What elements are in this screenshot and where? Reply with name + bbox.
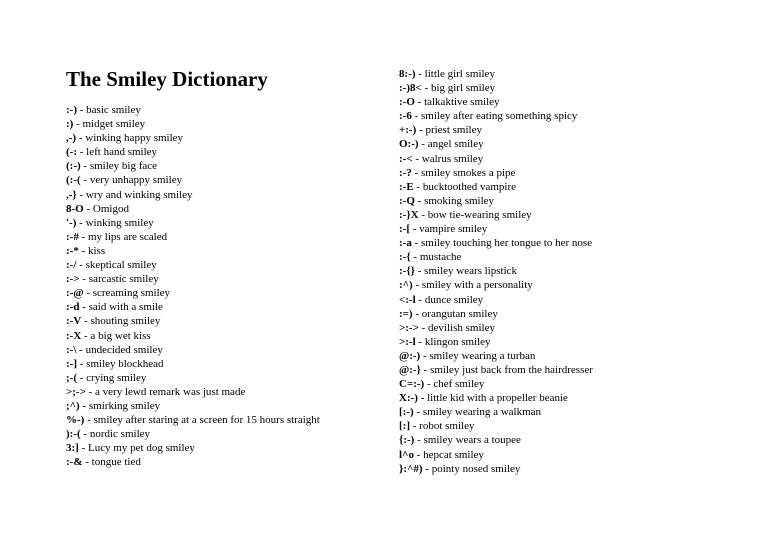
smiley-entry (399, 307, 729, 321)
smiley-entry (399, 335, 729, 349)
smiley-meaning: angel smiley (427, 138, 484, 151)
smiley-meaning: left hand smiley (86, 146, 158, 159)
smiley-entry (66, 314, 386, 328)
smiley-code: :-{ (399, 251, 411, 264)
smiley-meaning: screaming smiley (92, 287, 171, 300)
entry-separator: - (420, 363, 431, 376)
smiley-entry (66, 202, 386, 216)
entry-separator: - (79, 399, 89, 412)
smiley-entry (399, 180, 729, 194)
smiley-entry (66, 173, 386, 187)
smiley-meaning: winking happy smiley (85, 132, 184, 145)
smiley-meaning: said with a smile (88, 301, 163, 314)
entry-separator: - (76, 216, 86, 229)
smiley-code: ):-( (66, 428, 81, 441)
entry-separator: - (420, 349, 430, 362)
smiley-meaning: wry and winking smiley (85, 188, 193, 201)
smiley-meaning: very unhappy smiley (89, 174, 183, 187)
entry-separator: - (418, 208, 428, 221)
entry-separator: - (411, 166, 421, 179)
entry-separator: - (81, 329, 91, 342)
smiley-entry (66, 244, 386, 258)
smiley-meaning: bow tie-wearing smiley (427, 208, 532, 221)
smiley-meaning: midget smiley (82, 118, 146, 131)
smiley-code: :-? (399, 166, 412, 179)
smiley-code: >:-> (399, 321, 419, 334)
smiley-code: }:^#) (399, 462, 423, 475)
smiley-meaning: sarcastic smiley (88, 273, 159, 286)
smiley-entry (399, 194, 729, 208)
smiley-entry (399, 448, 729, 462)
smiley-code: :-& (66, 456, 83, 469)
entry-separator: - (76, 343, 86, 356)
smiley-entry (66, 399, 386, 413)
smiley-meaning: mustache (419, 251, 462, 264)
smiley-entry (66, 286, 386, 300)
smiley-meaning: vampire smiley (419, 223, 488, 236)
smiley-entry (399, 278, 729, 292)
smiley-entry (66, 441, 386, 455)
smiley-code: l^o (399, 448, 414, 461)
smiley-code: :-)8< (399, 82, 422, 95)
smiley-code: :-a (399, 237, 412, 250)
smiley-code: :-< (399, 152, 413, 165)
entry-separator: - (80, 428, 90, 441)
smiley-code: X:-) (399, 392, 418, 405)
smiley-entry (399, 391, 729, 405)
smiley-code: {:-) (399, 434, 415, 447)
smiley-entry (399, 264, 729, 278)
smiley-entry (399, 250, 729, 264)
smiley-meaning: talkaktive smiley (424, 96, 500, 109)
smiley-meaning: kiss (88, 244, 106, 257)
smiley-code: +:-) (399, 124, 417, 137)
smiley-meaning: chef smiley (433, 378, 485, 391)
smiley-code: :-\ (66, 343, 77, 356)
smiley-entry (399, 462, 729, 476)
entry-separator: - (78, 230, 88, 243)
smiley-code: 3:] (66, 442, 79, 455)
entry-separator: - (81, 315, 91, 328)
smiley-code: ,-} (66, 188, 77, 201)
entry-separator: - (78, 442, 88, 455)
smiley-entry (66, 117, 386, 131)
smiley-entry (399, 67, 729, 81)
smiley-entry (399, 166, 729, 180)
entry-separator: - (415, 335, 425, 348)
smiley-entry (399, 405, 729, 419)
smiley-meaning: shouting smiley (90, 315, 161, 328)
smiley-code: 8-O (66, 202, 84, 215)
smiley-code: @:-) (399, 349, 421, 362)
smiley-entry (66, 159, 386, 173)
smiley-entry (66, 343, 386, 357)
smiley-meaning: smiley smokes a pipe (421, 166, 516, 179)
smiley-entry (66, 427, 386, 441)
entry-separator: - (414, 96, 425, 109)
smiley-entry (66, 103, 386, 117)
smiley-code: :-V (66, 315, 82, 328)
smiley-code: :) (66, 118, 74, 131)
smiley-code: :^) (399, 279, 413, 292)
smiley-meaning: dunce smiley (424, 293, 484, 306)
smiley-entry (66, 131, 386, 145)
smiley-meaning: smiley wearing a walkman (422, 406, 542, 419)
smiley-code: (:-( (66, 174, 81, 187)
smiley-code: :-6 (399, 110, 412, 123)
smiley-meaning: big girl smiley (430, 82, 496, 95)
smiley-code: :-E (399, 180, 414, 193)
smiley-entry (399, 123, 729, 137)
smiley-code: :-> (66, 273, 80, 286)
smiley-code: :-/ (66, 259, 77, 272)
entry-separator: - (83, 202, 93, 215)
smiley-entry (66, 371, 386, 385)
entry-separator: - (413, 448, 424, 461)
entry-separator: - (422, 462, 432, 475)
smiley-meaning: walrus smiley (421, 152, 484, 165)
entry-separator: - (415, 68, 425, 80)
smiley-meaning: robot smiley (419, 420, 475, 433)
entry-separator: - (77, 104, 87, 116)
entry-separator: - (418, 321, 429, 334)
smiley-entry (66, 230, 386, 244)
entry-separator: - (412, 279, 422, 292)
smiley-code: :-* (66, 244, 79, 257)
smiley-meaning: smiley wearing a turban (429, 349, 536, 362)
smiley-entry (66, 272, 386, 286)
smiley-entry (399, 419, 729, 433)
smiley-entry (399, 293, 729, 307)
entry-separator: - (85, 385, 96, 398)
smiley-meaning: little girl smiley (424, 68, 495, 80)
entry-separator: - (418, 138, 428, 151)
smiley-entry (66, 385, 386, 399)
smiley-entry (399, 95, 729, 109)
smiley-entry (399, 208, 729, 222)
smiley-code: ,-) (66, 132, 77, 145)
smiley-code: O:-) (399, 138, 419, 151)
entry-separator: - (415, 293, 425, 306)
smiley-meaning: priest smiley (425, 124, 482, 137)
entry-separator: - (76, 132, 86, 145)
smiley-entry (399, 236, 729, 250)
smiley-entry (399, 363, 729, 377)
smiley-meaning: smirking smiley (88, 399, 161, 412)
entry-separator: - (413, 406, 423, 419)
smiley-entry (66, 413, 386, 427)
entry-separator: - (413, 180, 423, 193)
smiley-code: (:-) (66, 160, 81, 173)
entry-separator: - (417, 392, 428, 405)
smiley-code: :-d (66, 301, 80, 314)
smiley-entry (66, 145, 386, 159)
smiley-entry (399, 109, 729, 123)
entry-separator: - (77, 146, 87, 159)
smiley-meaning: undecided smiley (85, 343, 163, 356)
smiley-code: @:-} (399, 363, 421, 376)
smiley-meaning: skeptical smiley (85, 259, 157, 272)
entry-separator: - (421, 82, 431, 95)
smiley-meaning: Lucy my pet dog smiley (88, 442, 195, 455)
smiley-code: ;-( (66, 371, 77, 384)
smiley-meaning: little kid with a propeller beanie (427, 392, 568, 405)
smiley-entry (399, 321, 729, 335)
smiley-list-left (66, 103, 386, 469)
smiley-meaning: smiley big face (89, 160, 158, 173)
entry-separator: - (412, 152, 422, 165)
smiley-entry (399, 349, 729, 363)
smiley-entry (399, 222, 729, 236)
smiley-meaning: tongue tied (91, 456, 141, 469)
smiley-meaning: smiley just back from the hairdresser (430, 363, 593, 376)
smiley-code: ;^) (66, 399, 80, 412)
smiley-code: :-# (66, 230, 79, 243)
smiley-code: :-@ (66, 287, 84, 300)
smiley-entry (66, 216, 386, 230)
smiley-meaning: crying smiley (86, 371, 147, 384)
entry-separator: - (415, 265, 425, 278)
smiley-entry (66, 258, 386, 272)
smiley-code: :-Q (399, 194, 415, 207)
document-title: The Smiley Dictionary (66, 67, 268, 91)
smiley-entry (399, 433, 729, 447)
entry-separator: - (80, 174, 90, 187)
entry-separator: - (73, 118, 83, 131)
smiley-list-right (399, 67, 729, 476)
smiley-meaning: smiley blockhead (86, 357, 164, 370)
entry-separator: - (77, 371, 87, 384)
smiley-meaning: orangutan smiley (421, 307, 498, 320)
entry-separator: - (83, 287, 93, 300)
entry-separator: - (410, 251, 420, 264)
smiley-meaning: my lips are scaled (88, 230, 168, 243)
smiley-entry (66, 188, 386, 202)
entry-separator: - (78, 244, 88, 257)
smiley-code: :-O (399, 96, 415, 109)
smiley-code: :-{} (399, 265, 415, 278)
smiley-meaning: devilish smiley (428, 321, 495, 334)
smiley-code: [:] (399, 420, 410, 433)
smiley-code: :-] (66, 357, 77, 370)
smiley-code: :-) (66, 104, 77, 116)
smiley-code: :-[ (399, 223, 410, 236)
smiley-code: :=) (399, 307, 413, 320)
smiley-meaning: nordic smiley (89, 428, 151, 441)
entry-separator: - (82, 456, 92, 469)
smiley-meaning: smiley after eating something spicy (421, 110, 578, 123)
entry-separator: - (424, 378, 434, 391)
smiley-code: :-X (66, 329, 82, 342)
entry-separator: - (79, 301, 89, 314)
entry-separator: - (414, 434, 424, 447)
entry-separator: - (410, 223, 420, 236)
smiley-meaning: smoking smiley (424, 194, 495, 207)
smiley-meaning: smiley touching her tongue to her nose (421, 237, 593, 250)
smiley-code: (-: (66, 146, 77, 159)
smiley-entry (399, 81, 729, 95)
smiley-code: [:-) (399, 406, 414, 419)
entry-separator: - (414, 194, 425, 207)
smiley-meaning: smiley wears a toupee (423, 434, 521, 447)
smiley-entry (66, 357, 386, 371)
entry-separator: - (76, 259, 86, 272)
smiley-meaning: winking smiley (85, 216, 154, 229)
smiley-meaning: pointy nosed smiley (431, 462, 521, 475)
smiley-code: C=:-) (399, 378, 425, 391)
entry-separator: - (416, 124, 426, 137)
smiley-meaning: Omigod (92, 202, 129, 215)
entry-separator: - (410, 420, 420, 433)
smiley-meaning: bucktoothed vampire (422, 180, 517, 193)
smiley-meaning: a very lewd remark was just made (95, 385, 246, 398)
smiley-entry (399, 137, 729, 151)
smiley-code: 8:-) (399, 68, 416, 80)
smiley-entry (66, 329, 386, 343)
smiley-code: <:-l (399, 293, 416, 306)
entry-separator: - (411, 237, 421, 250)
entry-separator: - (80, 160, 90, 173)
smiley-entry (66, 300, 386, 314)
smiley-code: >:-l (399, 335, 416, 348)
entry-separator: - (76, 188, 86, 201)
entry-separator: - (412, 307, 422, 320)
smiley-meaning: a big wet kiss (90, 329, 151, 342)
entry-separator: - (84, 414, 94, 427)
smiley-meaning: smiley wears lipstick (424, 265, 518, 278)
smiley-meaning: smiley with a personality (421, 279, 533, 292)
smiley-entry (399, 377, 729, 391)
smiley-meaning: smiley after staring at a screen for 15 hours straight (93, 414, 320, 427)
smiley-code: '-) (66, 216, 77, 229)
smiley-meaning: basic smiley (86, 104, 141, 116)
smiley-code: :-}X (399, 208, 419, 221)
smiley-entry (399, 152, 729, 166)
smiley-code: >;-> (66, 385, 86, 398)
entry-separator: - (79, 273, 89, 286)
smiley-entry (66, 455, 386, 469)
entry-separator: - (411, 110, 421, 123)
smiley-meaning: klingon smiley (424, 335, 491, 348)
smiley-meaning: hepcat smiley (423, 448, 484, 461)
entry-separator: - (77, 357, 87, 370)
smiley-code: %-) (66, 414, 85, 427)
